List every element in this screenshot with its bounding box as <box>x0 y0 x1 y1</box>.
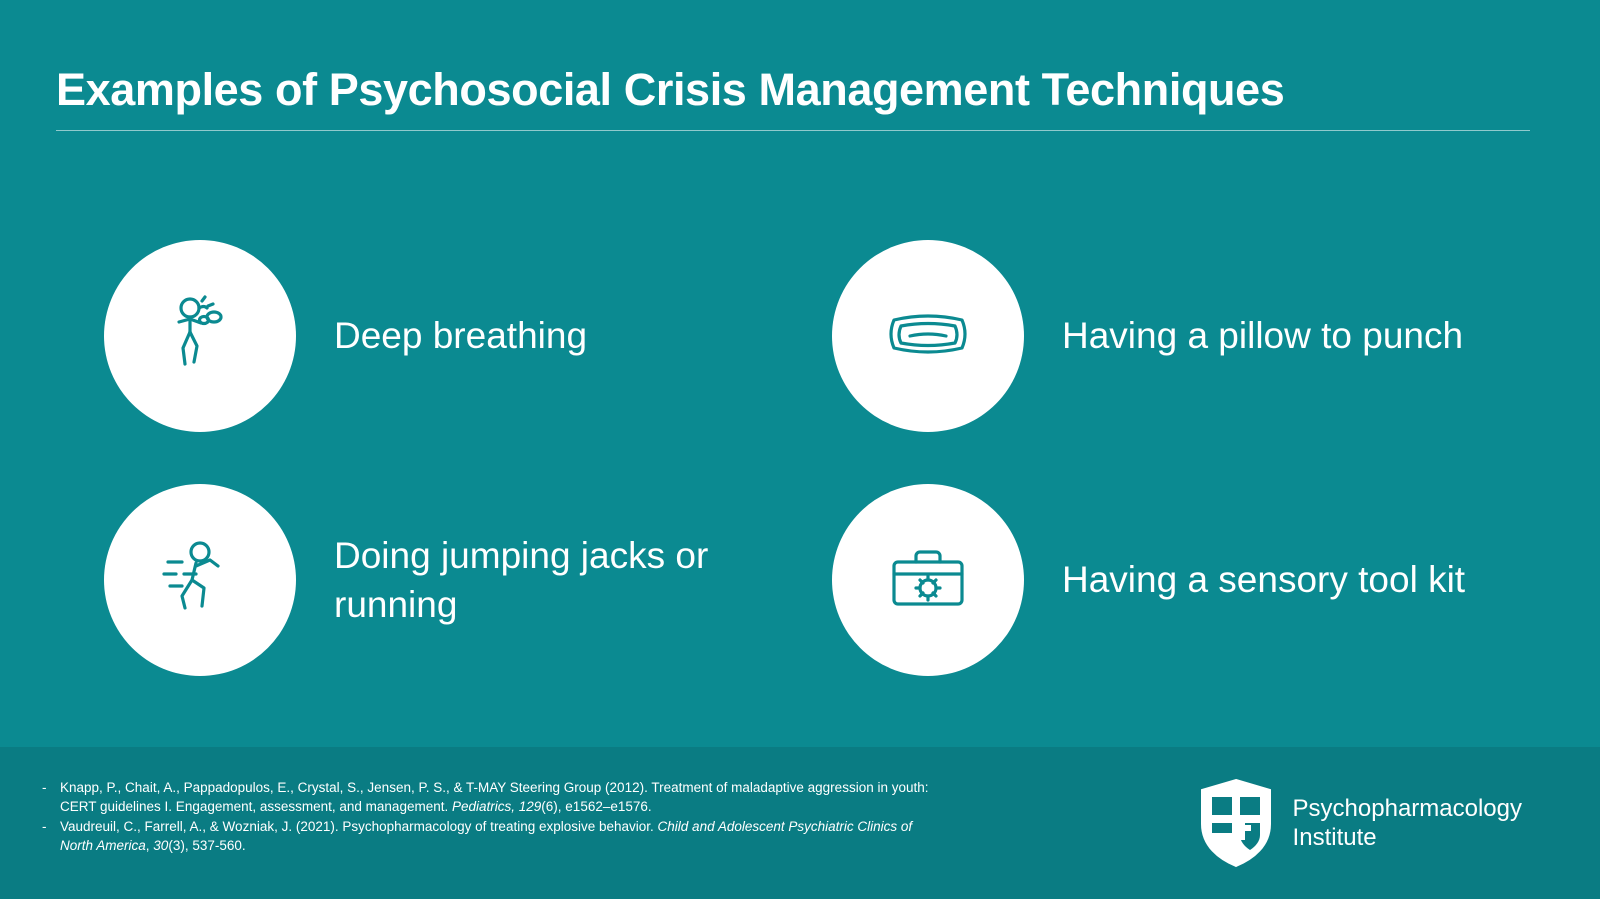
reference-part: Vaudreuil, C., Farrell, A., & Wozniak, J. (2021). Psychopharmacology of treating explosive behavior. <box>60 819 658 835</box>
reference-part: , <box>145 837 154 853</box>
reference-item <box>42 779 942 816</box>
reference-text <box>60 779 942 816</box>
tool-kit-icon <box>880 530 976 631</box>
person-running-icon <box>152 530 248 631</box>
technique-label: Having a pillow to punch <box>1062 315 1464 357</box>
footer-bar <box>0 747 1600 899</box>
technique-grid <box>104 214 1504 702</box>
references-list <box>42 779 942 858</box>
brand-name-line2: Institute <box>1292 824 1377 851</box>
technique-item-pillow <box>832 214 1504 458</box>
icon-circle <box>832 240 1024 432</box>
technique-item-deep-breathing <box>104 214 832 458</box>
technique-label: Doing jumping jacks or running <box>334 534 709 625</box>
reference-bullet: - <box>42 780 47 795</box>
technique-label: Having a sensory tool kit <box>1062 559 1466 601</box>
technique-item-running <box>104 458 832 702</box>
reference-part: (6), e1562–e1576. <box>541 798 652 814</box>
icon-circle <box>104 240 296 432</box>
icon-circle <box>104 484 296 676</box>
reference-part: Knapp, P., Chait, A., Pappadopulos, E., Crystal, S., Jensen, P. S., & T-MAY Steering Group (2012). Treatment of maladaptive aggression in youth: CERT guidelines I. Engagement, assessment, and management. <box>60 780 929 814</box>
icon-circle <box>832 484 1024 676</box>
reference-part: (3), 537-560. <box>168 837 246 853</box>
technique-label: Deep breathing <box>334 315 588 357</box>
reference-bullet: - <box>42 819 47 835</box>
reference-item <box>42 818 942 855</box>
person-deep-breathing-icon <box>152 286 248 387</box>
shield-logo-icon <box>1197 777 1275 869</box>
title-block <box>56 64 1544 131</box>
reference-part-italic: Child and Adolescent Psychiatric Clinics of North America <box>60 819 913 853</box>
brand-logo <box>1197 777 1522 869</box>
title-divider <box>56 130 1530 131</box>
technique-item-tool-kit <box>832 458 1504 702</box>
brand-name <box>1293 794 1522 853</box>
reference-text <box>60 818 942 855</box>
reference-part-italic: Pediatrics, 129 <box>451 798 542 814</box>
reference-part-italic: 30 <box>153 837 169 853</box>
brand-name-line1: Psychopharmacology <box>1292 794 1522 822</box>
pillow-icon <box>880 286 976 387</box>
page-title: Examples of Psychosocial Crisis Management Techniques <box>56 64 1285 115</box>
